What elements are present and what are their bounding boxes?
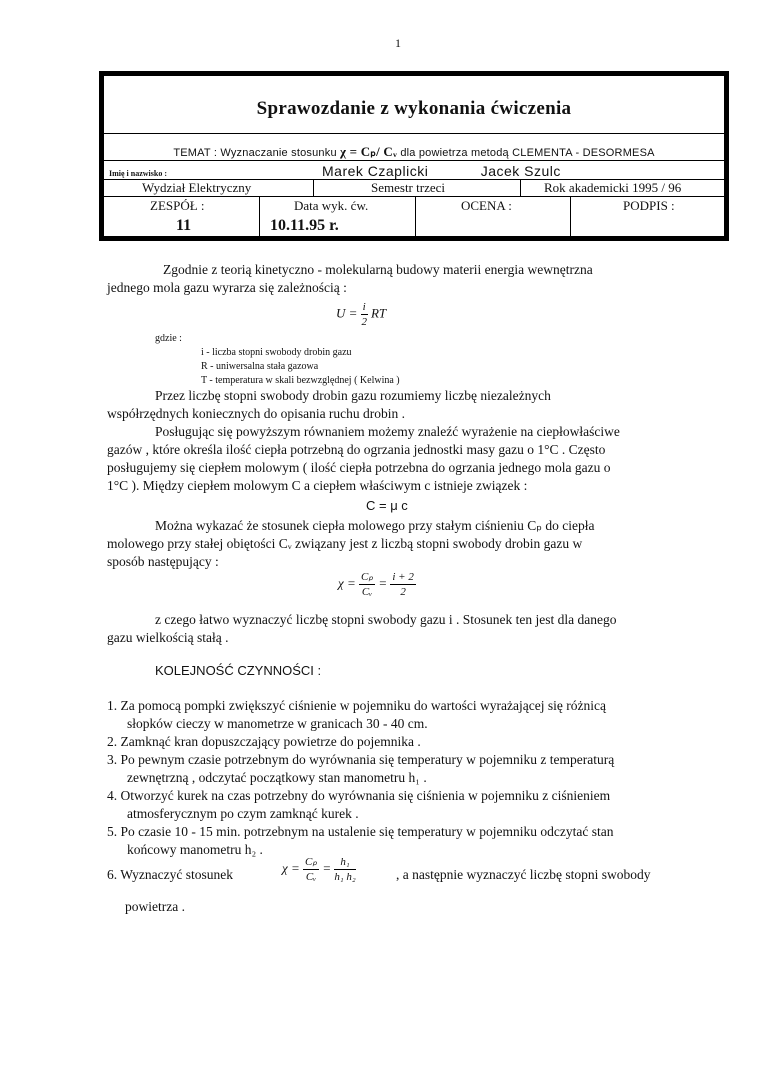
divider bbox=[104, 133, 724, 134]
paragraph-line: współrzędnych koniecznych do opisania ruchu drobin . bbox=[107, 406, 406, 421]
equation-rhs: RT bbox=[370, 305, 387, 321]
date-value: 10.11.95 r. bbox=[270, 217, 339, 234]
paragraph-line: Posługując się powyższym równaniem możemy znaleźć wyrażenie na ciepłowłaściwe bbox=[155, 424, 620, 439]
definition-r: R - uniwersalna stała gazowa bbox=[201, 361, 319, 372]
page-number: 1 bbox=[395, 36, 401, 50]
equals-sign: = bbox=[322, 860, 332, 876]
chi-symbol: χ = bbox=[282, 860, 300, 876]
author-1: Marek Czaplicki bbox=[322, 163, 429, 179]
denominator: 2 bbox=[400, 586, 406, 598]
ratio-equation bbox=[338, 570, 416, 599]
topic-formula: χ = Cₚ/ Cᵥ bbox=[340, 144, 398, 159]
step-4-continuation: atmosferycznym po czym zamknąć kurek . bbox=[127, 806, 359, 821]
topic-label: TEMAT : bbox=[173, 147, 218, 159]
fraction bbox=[390, 570, 415, 599]
paragraph-line: gazów , które określa ilość ciepła potrzebną do ogrzania jednostki masy gazu o 1°C . Często bbox=[107, 442, 606, 457]
step-3-continuation: zewnętrzną , odczytać początkowy stan manometru h₁ . bbox=[127, 770, 427, 785]
step-6-continuation: powietrza . bbox=[125, 899, 185, 914]
academic-year: Rok akademicki 1995 / 96 bbox=[544, 180, 682, 195]
grade-label: OCENA : bbox=[461, 198, 512, 213]
step-2: 2. Zamknąć kran dopuszczający powietrze do pojemnika . bbox=[107, 734, 421, 749]
header-table bbox=[99, 71, 729, 241]
paragraph-line: molowego przy stałej obiętości Cᵥ związany jest z liczbą stopni swobody drobin gazu w bbox=[107, 536, 583, 551]
step-6: 6. Wyznaczyć stosunek bbox=[107, 867, 234, 882]
where-label: gdzie : bbox=[155, 333, 182, 344]
numerator: i bbox=[362, 301, 366, 313]
equation-lhs: U = bbox=[336, 305, 358, 321]
fraction bbox=[303, 855, 319, 884]
energy-equation bbox=[336, 300, 386, 329]
numerator: h₁ bbox=[334, 855, 355, 870]
author-2: Jacek Szulc bbox=[480, 163, 561, 179]
paragraph-line: z czego łatwo wyznaczyć liczbę stopni swobody gazu i . Stosunek ten jest dla danego bbox=[155, 612, 617, 627]
faculty: Wydział Elektryczny bbox=[142, 180, 252, 195]
fraction bbox=[361, 300, 368, 329]
paragraph-line: sposób następujący : bbox=[107, 554, 219, 569]
paragraph-line: Przez liczbę stopni swobody drobin gazu rozumiemy liczbę niezależnych bbox=[155, 388, 551, 403]
paragraph-line: jednego mola gazu wyrarza się zależnością : bbox=[107, 280, 347, 295]
step-5: 5. Po czasie 10 - 15 min. potrzebnym na ustalenie się temperatury w pojemniku odczytać stan bbox=[107, 824, 614, 839]
paragraph-line: posługujemy się ciepłem molowym ( ilość ciepła potrzebna do ogrzania jednego mola gazu o bbox=[107, 460, 611, 475]
step-3: 3. Po pewnym czasie potrzebnym do wyrównania się temperatury w pojemniku z temperaturą bbox=[107, 752, 615, 767]
authors bbox=[322, 163, 609, 179]
step-1-continuation: słopków cieczy w manometrze w granicach 30 - 40 cm. bbox=[127, 716, 428, 731]
divider bbox=[104, 160, 724, 161]
equals-sign: = bbox=[378, 575, 388, 591]
date-label: Data wyk. ćw. bbox=[294, 198, 369, 213]
cell-divider bbox=[415, 196, 416, 241]
paragraph-line: Można wykazać że stosunek ciepła molowego przy stałym ciśnieniu Cₚ do ciepła bbox=[155, 518, 595, 533]
report-title: Sprawozdanie z wykonania ćwiczenia bbox=[256, 98, 572, 119]
semester: Semestr trzeci bbox=[371, 180, 445, 195]
signature-label: PODPIS : bbox=[623, 198, 675, 213]
numerator: Cₚ bbox=[305, 856, 318, 868]
denominator: Cᵥ bbox=[361, 586, 373, 598]
step-6-rest: , a następnie wyznaczyć liczbę stopni swobody bbox=[396, 867, 651, 882]
names-label: Imię i nazwisko : bbox=[109, 169, 167, 178]
paragraph-line: Zgodnie z teorią kinetyczno - molekularną budowy materii energia wewnętrzna bbox=[163, 262, 593, 277]
step-4: 4. Otworzyć kurek na czas potrzebny do wyrównania się ciśnienia w pojemniku z ciśnieniem bbox=[107, 788, 611, 803]
team-value: 11 bbox=[176, 217, 192, 234]
cell-divider bbox=[259, 196, 260, 241]
denominator: h₁ h₂ bbox=[334, 871, 356, 883]
step-6-formula bbox=[282, 855, 356, 884]
cell-divider bbox=[570, 196, 571, 241]
step-5-continuation: końcowy manometru h₂ . bbox=[127, 842, 263, 857]
topic-method: dla powietrza metodą CLEMENTA - DESORMESA bbox=[400, 147, 655, 159]
topic-line bbox=[104, 144, 724, 160]
chi-symbol: χ = bbox=[338, 575, 356, 591]
paragraph-line: 1°C ). Między ciepłem molowym C a ciepłem właściwym c istnieje związek : bbox=[107, 478, 528, 493]
section-heading: KOLEJNOŚĆ CZYNNOŚCI : bbox=[155, 663, 322, 678]
denominator: 2 bbox=[361, 316, 367, 328]
topic-text: Wyznaczanie stosunku bbox=[220, 147, 337, 159]
numerator: Cₚ bbox=[361, 571, 374, 583]
cell-divider bbox=[313, 179, 314, 196]
cell-divider bbox=[520, 179, 521, 196]
divider bbox=[104, 196, 724, 197]
heat-relation-equation: C = μ c bbox=[366, 498, 408, 513]
definition-t: T - temperatura w skali bezwzględnej ( Kelwina ) bbox=[201, 375, 400, 386]
team-label: ZESPÓŁ : bbox=[150, 198, 205, 213]
fraction bbox=[334, 855, 355, 884]
numerator: i + 2 bbox=[392, 571, 414, 583]
step-1: 1. Za pomocą pompki zwiększyć ciśnienie w pojemniku do wartości wyrażającej się różnicą bbox=[107, 698, 606, 713]
fraction bbox=[359, 570, 375, 599]
paragraph-line: gazu wielkością stałą . bbox=[107, 630, 229, 645]
definition-i: i - liczba stopni swobody drobin gazu bbox=[201, 347, 352, 358]
denominator: Cᵥ bbox=[305, 871, 317, 883]
